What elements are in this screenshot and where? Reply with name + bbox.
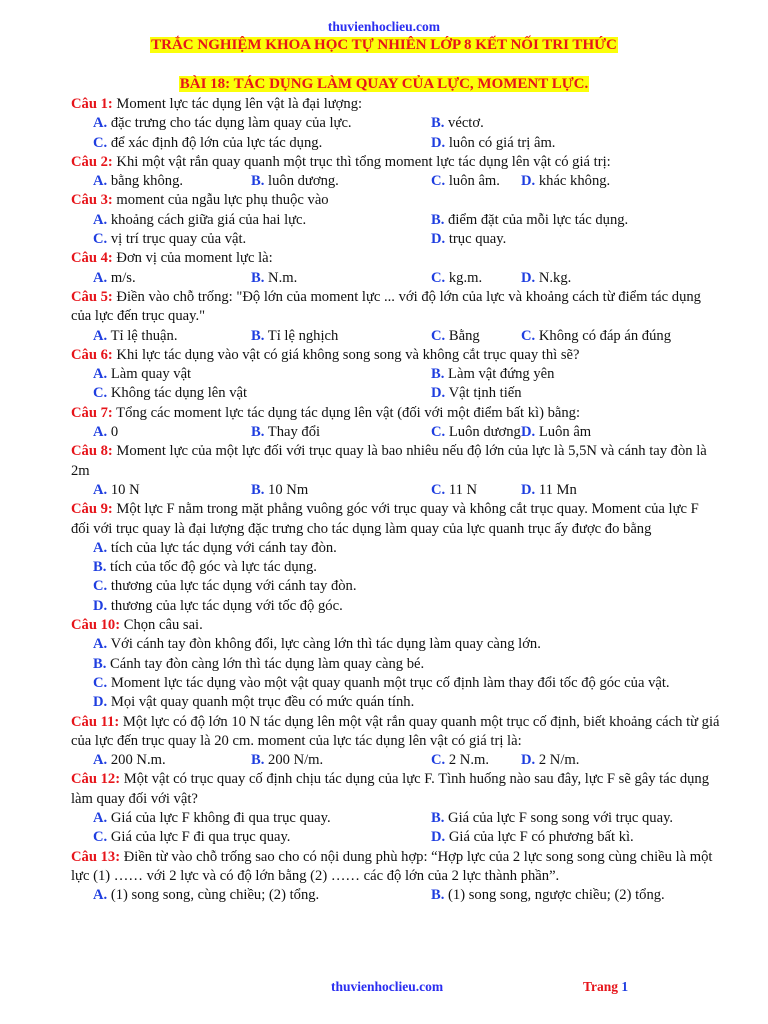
option-letter: B.	[251, 424, 265, 441]
option-letter: B.	[431, 211, 445, 228]
option-text: thương của lực tác dụng với cánh tay đòn.	[110, 578, 357, 595]
option-text: Mọi vật quay quanh một trục đều có mức quán tính.	[110, 694, 415, 711]
option-text: Giá của lực F đi qua trục quay.	[110, 829, 291, 846]
answer-option[interactable]	[431, 809, 673, 828]
page-number: Trang 1	[583, 979, 629, 994]
answer-option[interactable]	[431, 172, 500, 191]
question-text: Điền vào chỗ trống: "Độ lớn của moment lực ... với độ lớn của lực và khoảng cách từ điểm tác dụng của lực đến trục quay."	[71, 288, 701, 325]
option-letter: B.	[93, 655, 107, 672]
option-letter: D.	[521, 752, 536, 769]
option-text: luôn dương.	[268, 173, 339, 190]
option-text: tích của tốc độ góc và lực tác dụng.	[110, 559, 317, 576]
option-text: điểm đặt của mỗi lực tác dụng.	[448, 211, 629, 228]
question-text: Khi một vật rắn quay quanh một trục thì tổng moment lực tác dụng lên vật có giá trị:	[116, 153, 611, 170]
answer-option[interactable]	[93, 423, 118, 442]
option-letter: B.	[251, 327, 265, 344]
option-row	[71, 751, 721, 770]
question-7	[71, 404, 721, 423]
question-9	[71, 500, 721, 539]
answer-option[interactable]	[431, 423, 521, 442]
option-row	[71, 809, 721, 828]
option-letter: A.	[93, 173, 108, 190]
option-text: luôn âm.	[448, 173, 500, 190]
option-letter: B.	[431, 887, 445, 904]
question-5	[71, 288, 721, 327]
answer-option[interactable]	[431, 211, 628, 230]
answer-option[interactable]	[93, 365, 191, 384]
option-letter: D.	[431, 829, 446, 846]
option-letter: B.	[431, 115, 445, 132]
question-text: Một vật có trục quay cố định chịu tác dụng của lực F. Tình huống nào sau đây, lực F sẽ gây tác dụng làm quay đối với vật?	[71, 771, 710, 807]
answer-option[interactable]	[93, 828, 290, 847]
option-letter: C.	[93, 829, 108, 846]
answer-option[interactable]	[431, 269, 482, 288]
option-text: m/s.	[110, 269, 136, 286]
answer-option[interactable]	[93, 886, 319, 905]
question-12	[71, 770, 721, 809]
question-label: Câu 7:	[71, 404, 113, 421]
option-row	[71, 828, 721, 847]
question-label: Câu 10:	[71, 617, 121, 634]
option-letter: C.	[93, 385, 108, 402]
answer-option[interactable]	[93, 481, 140, 500]
answer-option[interactable]	[431, 365, 554, 384]
option-text: Giá của lực F có phương bất kì.	[448, 829, 634, 846]
option-text: 2 N.m.	[448, 752, 489, 769]
answer-option[interactable]	[521, 481, 577, 500]
option-letter: C.	[93, 578, 108, 595]
option-letter: A.	[93, 887, 108, 904]
answer-option[interactable]	[71, 674, 721, 693]
question-11	[71, 713, 721, 752]
answer-option[interactable]	[431, 828, 634, 847]
answer-option[interactable]	[93, 114, 352, 133]
option-letter: B.	[431, 809, 445, 826]
option-text: để xác định độ lớn của lực tác dụng.	[110, 134, 323, 151]
option-letter: B.	[431, 366, 445, 383]
option-text: bằng không.	[110, 173, 184, 190]
option-text: Làm vật đứng yên	[448, 366, 555, 383]
option-text: tích của lực tác dụng với cánh tay đòn.	[110, 539, 337, 556]
document-title: TRẮC NGHIỆM KHOA HỌC TỰ NHIÊN LỚP 8 KẾT NỐI TRI THỨC	[151, 37, 617, 53]
question-text: Moment lực của một lực đối với trục quay là bao nhiêu nếu độ lớn của lực là 5,5N và cánh tay đòn là 2m	[71, 443, 707, 479]
question-2	[71, 153, 721, 172]
question-text: Chọn câu sai.	[123, 617, 203, 634]
answer-option[interactable]	[251, 327, 338, 346]
site-footer[interactable]: thuvienhoclieu.com	[331, 979, 444, 994]
option-text: Giá của lực F không đi qua trục quay.	[110, 809, 331, 826]
option-text: Làm quay vật	[110, 366, 192, 383]
option-text: khác không.	[538, 173, 611, 190]
question-1	[71, 95, 721, 114]
question-text: Khi lực tác dụng vào vật có giá không song song và không cắt trục quay thì sẽ?	[116, 346, 580, 363]
option-text: 200 N.m.	[110, 752, 166, 769]
option-text: kg.m.	[448, 269, 483, 286]
answer-option[interactable]	[431, 134, 555, 153]
option-text: trục quay.	[448, 231, 507, 248]
lesson-title: BÀI 18: TÁC DỤNG LÀM QUAY CỦA LỰC, MOMENT LỰC.	[179, 76, 589, 92]
question-label: Câu 8:	[71, 443, 113, 460]
question-label: Câu 3:	[71, 192, 113, 209]
option-row	[71, 211, 721, 230]
option-letter: A.	[93, 539, 108, 556]
option-letter: B.	[93, 559, 107, 576]
option-text: Thay đổi	[267, 424, 321, 441]
answer-option[interactable]	[521, 269, 571, 288]
question-10	[71, 616, 721, 635]
option-text: N.m.	[268, 269, 298, 286]
question-label: Câu 4:	[71, 250, 113, 267]
answer-option[interactable]	[93, 327, 177, 346]
answer-option[interactable]	[251, 423, 320, 442]
option-text: Bằng	[448, 327, 480, 344]
option-row	[71, 327, 721, 346]
option-letter: D.	[93, 694, 108, 711]
option-letter: A.	[93, 424, 108, 441]
option-text: Tỉ lệ nghịch	[267, 327, 339, 344]
option-letter: B.	[251, 173, 265, 190]
answer-option[interactable]	[71, 558, 721, 577]
site-header[interactable]: thuvienhoclieu.com	[327, 19, 441, 34]
option-letter: B.	[251, 752, 265, 769]
option-letter: C.	[521, 327, 536, 344]
option-letter: B.	[251, 481, 265, 498]
option-letter: A.	[93, 211, 108, 228]
option-text: Giá của lực F song song với trục quay.	[448, 809, 674, 826]
option-letter: B.	[251, 269, 265, 286]
option-letter: C.	[93, 134, 108, 151]
answer-option[interactable]	[251, 172, 339, 191]
option-letter: A.	[93, 327, 108, 344]
option-letter: C.	[431, 481, 446, 498]
answer-option[interactable]	[431, 114, 484, 133]
option-text: 10 Nm	[268, 481, 309, 498]
option-row	[71, 114, 721, 133]
option-text: vị trí trục quay của vật.	[110, 231, 247, 248]
option-text: N.kg.	[538, 269, 572, 286]
question-list	[71, 95, 721, 905]
question-label: Câu 1:	[71, 96, 113, 112]
option-text: Tỉ lệ thuận.	[110, 327, 178, 344]
option-text: Với cánh tay đòn không đổi, lực càng lớn thì tác dụng làm quay càng lớn.	[110, 636, 541, 653]
answer-option[interactable]	[71, 597, 721, 616]
question-8	[71, 442, 721, 481]
question-text: Một lực có độ lớn 10 N tác dụng lên một vật rắn quay quanh một trục cố định, biết khoảng cách từ giá của lực đến trục quay là 20 cm. moment của lực tác dụng lên vật có giá trị là:	[71, 713, 720, 749]
option-letter: D.	[521, 269, 536, 286]
option-letter: A.	[93, 752, 108, 769]
option-text: Cánh tay đòn càng lớn thì tác dụng làm quay càng bé.	[110, 655, 425, 672]
question-text: Tổng các moment lực tác dụng tác dụng lên vật (đối với một điểm bất kì) bằng:	[116, 404, 581, 421]
option-row	[71, 423, 721, 442]
question-text: Đơn vị của moment lực là:	[116, 250, 273, 267]
option-row	[71, 230, 721, 249]
question-text: Điền từ vào chỗ trống sao cho có nội dung phù hợp: “Hợp lực của 2 lực song song cùng chiều là một lực (1) …… với 2 lực và có độ lớn bằng (2) …… các độ lớn của 2 lực thành phần”.	[71, 848, 713, 884]
answer-option[interactable]	[521, 423, 591, 442]
question-text: moment của ngẫu lực phụ thuộc vào	[116, 192, 329, 209]
answer-option[interactable]	[431, 327, 480, 346]
option-letter: D.	[521, 481, 536, 498]
option-text: 11 Mn	[538, 481, 577, 498]
answer-option[interactable]	[93, 230, 246, 249]
option-letter: A.	[93, 809, 108, 826]
answer-option[interactable]	[71, 635, 721, 654]
question-label: Câu 2:	[71, 153, 113, 170]
option-letter: A.	[93, 269, 108, 286]
option-letter: D.	[521, 424, 536, 441]
option-letter: C.	[431, 424, 446, 441]
option-letter: A.	[93, 115, 108, 132]
question-label: Câu 6:	[71, 346, 113, 363]
answer-option[interactable]	[521, 327, 671, 346]
answer-option[interactable]	[71, 539, 721, 558]
question-text: Một lực F nằm trong mặt phẳng vuông góc với trục quay và không cắt trục quay. Moment của lực F đối với trục quay là đại lượng đặc trưng cho tác dụng làm quay của lực quanh trục ấy được đo bằng	[71, 501, 699, 537]
option-text: đặc trưng cho tác dụng làm quay của lực.	[110, 115, 352, 132]
question-4	[71, 249, 721, 268]
answer-option[interactable]	[93, 269, 136, 288]
option-letter: C.	[431, 269, 446, 286]
answer-option[interactable]	[71, 655, 721, 674]
option-text: 11 N	[448, 481, 478, 498]
question-13	[71, 848, 721, 887]
option-row	[71, 886, 721, 905]
option-text: Luôn dương	[448, 424, 521, 441]
answer-option[interactable]	[251, 751, 323, 770]
option-text: véctơ.	[448, 115, 484, 132]
answer-option[interactable]	[431, 384, 522, 403]
question-6	[71, 346, 721, 365]
option-letter: D.	[431, 385, 446, 402]
option-row	[71, 384, 721, 403]
answer-option[interactable]	[431, 230, 506, 249]
option-text: khoảng cách giữa giá của hai lực.	[110, 211, 307, 228]
option-text: Moment lực tác dụng vào một vật quay quanh một trục cố định làm thay đổi tốc độ góc của vật.	[110, 674, 670, 691]
answer-option[interactable]	[93, 384, 247, 403]
question-label: Câu 9:	[71, 501, 113, 518]
option-letter: A.	[93, 481, 108, 498]
option-text: 10 N	[110, 481, 140, 498]
option-text: Luôn âm	[538, 424, 592, 441]
question-label: Câu 5:	[71, 288, 113, 305]
question-label: Câu 12:	[71, 771, 121, 788]
option-letter: A.	[93, 366, 108, 383]
option-text: (1) song song, ngược chiều; (2) tổng.	[448, 887, 665, 904]
answer-option[interactable]	[431, 481, 477, 500]
option-row	[71, 365, 721, 384]
option-text: thương của lực tác dụng với tốc độ góc.	[110, 597, 343, 614]
option-letter: D.	[93, 597, 108, 614]
option-letter: D.	[521, 173, 536, 190]
option-text: 2 N/m.	[538, 752, 580, 769]
option-letter: C.	[431, 173, 446, 190]
option-letter: A.	[93, 636, 108, 653]
question-label: Câu 13:	[71, 848, 121, 865]
answer-option[interactable]	[431, 886, 665, 905]
answer-option[interactable]	[93, 809, 331, 828]
answer-option[interactable]	[521, 751, 579, 770]
answer-option[interactable]	[521, 172, 610, 191]
option-letter: D.	[431, 231, 446, 248]
option-row	[71, 481, 721, 500]
answer-option[interactable]	[71, 577, 721, 596]
option-letter: C.	[431, 752, 446, 769]
answer-option[interactable]	[93, 134, 322, 153]
option-letter: C.	[431, 327, 446, 344]
option-text: 200 N/m.	[268, 752, 324, 769]
answer-option[interactable]	[93, 211, 306, 230]
option-text: luôn có giá trị âm.	[448, 134, 556, 151]
option-text: 0	[110, 424, 119, 441]
question-label: Câu 11:	[71, 713, 120, 730]
answer-option[interactable]	[431, 751, 489, 770]
answer-option[interactable]	[251, 269, 297, 288]
option-letter: D.	[431, 134, 446, 151]
option-text: Vật tịnh tiến	[448, 385, 522, 402]
option-row	[71, 134, 721, 153]
answer-option[interactable]	[251, 481, 308, 500]
option-letter: C.	[93, 674, 108, 691]
option-letter: C.	[93, 231, 108, 248]
option-row	[71, 269, 721, 288]
option-row	[71, 172, 721, 191]
option-text: (1) song song, cùng chiều; (2) tổng.	[110, 887, 320, 904]
question-text: Moment lực tác dụng lên vật là đại lượng:	[116, 96, 363, 112]
option-text: Không có đáp án đúng	[538, 327, 671, 344]
option-text: Không tác dụng lên vật	[110, 385, 248, 402]
question-3	[71, 191, 721, 210]
answer-option[interactable]	[71, 693, 721, 712]
answer-option[interactable]	[93, 751, 166, 770]
answer-option[interactable]	[93, 172, 183, 191]
